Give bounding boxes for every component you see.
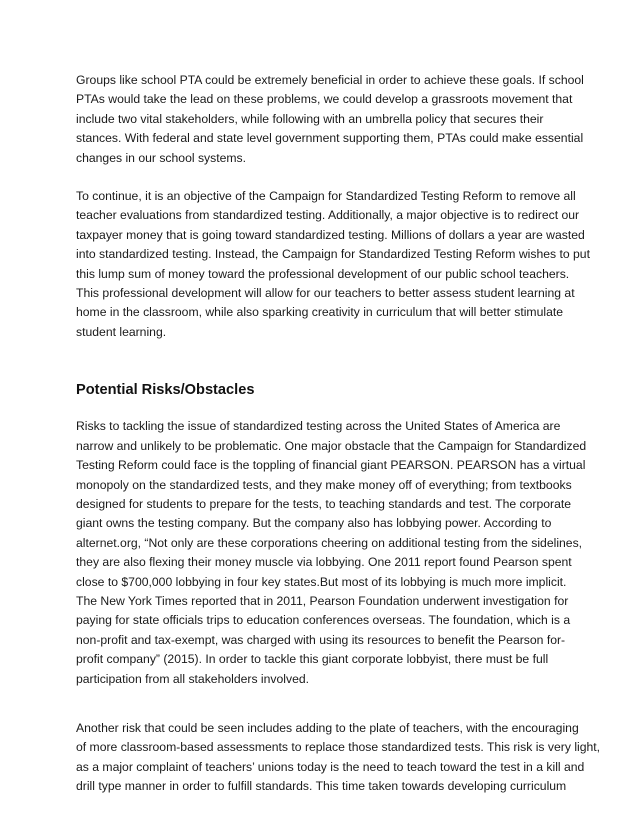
paragraph-objectives <box>76 187 590 342</box>
text-line: student learning. <box>76 324 167 339</box>
text-line: Groups like school PTA could be extremely beneficial in order to achieve these goals. If school <box>76 73 584 87</box>
text-line: Another risk that could be seen includes adding to the plate of teachers, with the encouraging <box>76 720 579 735</box>
document-body <box>76 71 601 797</box>
paragraph-risks <box>76 417 587 689</box>
text-line: alternet.org, “Not only are these corporations cheering on additional testing from the sidelines, <box>76 535 583 550</box>
text-line: into standardized testing. Instead, the Campaign for Standardized Testing Reform wishes to put <box>76 247 590 262</box>
text-line: taxpayer money that is going toward standardized testing. Millions of dollars a year are wasted <box>76 227 585 242</box>
text-line: changes in our school systems. <box>76 150 247 165</box>
text-line: of more classroom-based assessments to replace those standardized tests. This risk is very light, <box>76 740 601 755</box>
text-line: non-profit and tax-exempt, was charged with using its resources to benefit the Pearson for- <box>76 632 566 647</box>
text-line: PTAs would take the lead on these problems, we could develop a grassroots movement that <box>76 92 573 107</box>
text-line: paying for state officials trips to education conferences overseas. The foundation, which is a <box>76 613 571 628</box>
text-line: narrow and unlikely to be problematic. One major obstacle that the Campaign for Standardized <box>76 438 587 453</box>
paragraph-teacher-risk <box>76 719 601 797</box>
text-line: home in the classroom, while also sparking creativity in curriculum that will better stimulate <box>76 305 564 320</box>
text-line: Risks to tackling the issue of standardized testing across the United States of America are <box>76 419 561 434</box>
text-line: profit company” (2015). In order to tackle this giant corporate lobbyist, there must be full <box>76 652 549 667</box>
text-line: close to $700,000 lobbying in four key states.But most of its lobbying is much more implicit. <box>76 574 567 589</box>
text-line: they are also flexing their money muscle via lobbying. One 2011 report found Pearson spent <box>76 555 572 570</box>
text-line: This professional development will allow for our teachers to better assess student learning at <box>76 286 575 301</box>
section-heading: Potential Risks/Obstacles <box>76 382 255 399</box>
text-line: stances. With federal and state level government supporting them, PTAs could make essential <box>76 131 584 146</box>
text-line: participation from all stakeholders involved. <box>76 671 310 686</box>
text-line: teacher evaluations from standardized testing. Additionally, a major objective is to redirect our <box>76 208 580 223</box>
text-line: Testing Reform could face is the toppling of financial giant PEARSON. PEARSON has a virtual <box>76 458 586 473</box>
text-line: this lump sum of money toward the professional development of our public school teachers. <box>76 266 570 281</box>
text-line: giant owns the testing company. But the company also has lobbying power. According to <box>76 516 552 531</box>
text-line: The New York Times reported that in 2011, Pearson Foundation underwent investigation for <box>76 593 569 608</box>
text-line: drill type manner in order to fulfill standards. This time taken towards developing curriculum <box>76 779 567 794</box>
text-line: monopoly on the standardized tests, and they make money off of everything; from textbooks <box>76 477 572 492</box>
text-line: designed for students to prepare for the tests, to teaching standards and test. The corporate <box>76 496 572 511</box>
text-line: To continue, it is an objective of the Campaign for Standardized Testing Reform to remove all <box>76 189 576 204</box>
text-line: include two vital stakeholders, while following with an umbrella policy that secures their <box>76 111 544 126</box>
paragraph-pta <box>76 71 584 168</box>
text-line: as a major complaint of teachers’ unions today is the need to teach toward the test in a kill and <box>76 759 585 774</box>
